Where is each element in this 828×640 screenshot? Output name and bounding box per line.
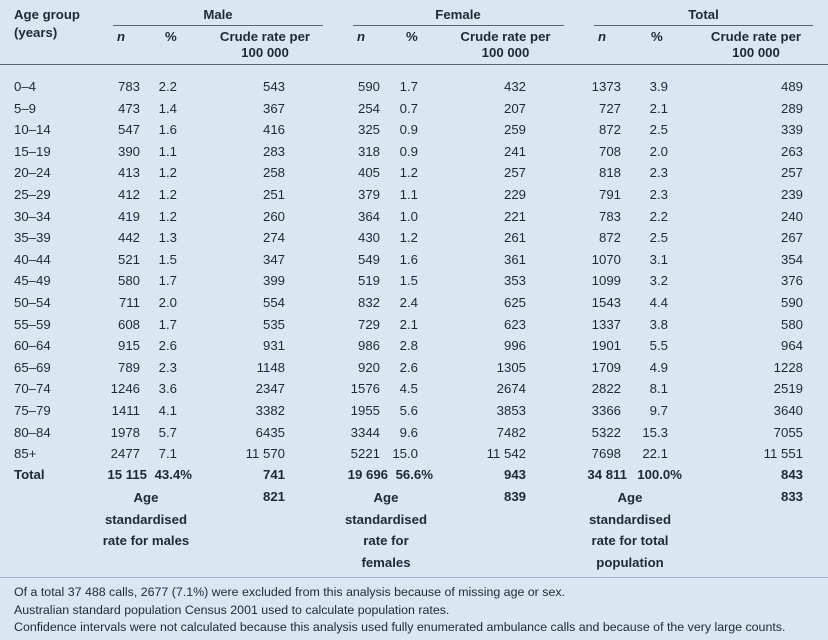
female-rate-cell: 361 xyxy=(503,251,526,267)
male-n-cell: 442 xyxy=(117,230,140,246)
age-cell: 30–34 xyxy=(14,208,51,224)
table-row xyxy=(0,337,828,358)
male-rate-header-2: 100 000 xyxy=(241,45,289,60)
total-n-cell: 1099 xyxy=(591,273,621,289)
male-rate-cell: 11 570 xyxy=(245,446,285,462)
header-years: (years) xyxy=(14,25,58,40)
female-std-line-4: females xyxy=(361,554,411,570)
female-std-line-1: Age xyxy=(373,490,399,505)
female-n-cell: 405 xyxy=(357,165,380,181)
total-pct-cell: 2.0 xyxy=(649,143,668,159)
female-rate-cell: 2674 xyxy=(496,381,526,397)
table-row xyxy=(0,143,828,164)
total-pct-cell: 8.1 xyxy=(649,381,668,397)
male-rate-cell: 367 xyxy=(262,100,285,116)
footnote: Confidence intervals were not calculated because this analysis used fully enumerated ambulance calls and because of the very large counts. xyxy=(14,620,786,634)
male-std-line-2: standardised xyxy=(104,511,188,527)
female-pct-cell: 2.6 xyxy=(399,359,418,375)
header-age-group: Age group xyxy=(14,7,80,22)
table-row xyxy=(0,100,828,121)
total-n-cell: 5322 xyxy=(591,424,621,440)
male-n-cell: 412 xyxy=(117,187,140,202)
female-pct-cell: 2.8 xyxy=(399,338,418,354)
male-pct-cell: 1.5 xyxy=(158,251,177,267)
table-row xyxy=(0,78,828,99)
male-pct-cell: 2.0 xyxy=(158,295,177,310)
male-n-cell: 1246 xyxy=(110,381,140,397)
female-pct-cell: 0.9 xyxy=(399,143,418,159)
female-rate-cell: 221 xyxy=(503,208,526,224)
male-n-cell: 711 xyxy=(118,295,140,310)
male-rule xyxy=(113,25,323,26)
total-female-rate: 943 xyxy=(503,467,526,482)
total-std-line-2: standardised xyxy=(588,511,672,527)
total-rate-header-1: Crude rate per xyxy=(710,29,802,44)
female-pct-cell: 4.5 xyxy=(399,381,418,397)
male-n-cell: 473 xyxy=(117,100,140,116)
age-cell: 60–64 xyxy=(14,338,51,354)
table-row xyxy=(0,402,828,423)
total-n-header: n xyxy=(598,29,607,44)
female-pct-cell: 5.6 xyxy=(399,403,418,418)
total-std-line-1: Age xyxy=(617,490,643,505)
total-n-cell: 3366 xyxy=(591,403,621,418)
female-n-cell: 318 xyxy=(357,143,380,159)
age-cell: 55–59 xyxy=(14,316,51,332)
total-male-pct: 43.4% xyxy=(154,467,192,482)
female-rate-header-1: Crude rate per xyxy=(460,29,551,44)
total-std-line-3: rate for total xyxy=(591,533,669,548)
female-n-cell: 549 xyxy=(357,251,380,267)
female-rate-cell: 1305 xyxy=(496,359,526,375)
female-pct-cell: 2.1 xyxy=(399,316,418,332)
table-row xyxy=(0,229,828,250)
total-pct-cell: 2.2 xyxy=(649,208,668,224)
total-n-cell: 1337 xyxy=(591,316,621,332)
female-std-line-3: rate for xyxy=(363,533,409,548)
female-n-cell: 364 xyxy=(357,208,380,224)
header-bottom-rule xyxy=(0,64,828,65)
total-std-line-4: population xyxy=(596,554,664,570)
total-rate-cell: 289 xyxy=(780,100,803,116)
table-row xyxy=(0,359,828,380)
table-row xyxy=(0,121,828,142)
male-standardised-label xyxy=(96,487,196,552)
header-male: Male xyxy=(203,7,233,22)
table-row xyxy=(0,272,828,293)
male-pct-cell: 4.1 xyxy=(158,403,177,418)
male-n-cell: 419 xyxy=(117,208,140,224)
female-rate-cell: 207 xyxy=(503,100,526,116)
male-n-cell: 783 xyxy=(117,79,140,94)
total-pct-cell: 3.9 xyxy=(649,79,668,94)
age-cell: 0–4 xyxy=(14,79,37,94)
male-pct-cell: 5.7 xyxy=(158,424,177,440)
female-rate-header-2: 100 000 xyxy=(481,45,530,60)
total-n-cell: 1070 xyxy=(591,251,621,267)
female-pct-cell: 15.0 xyxy=(392,446,418,462)
male-n-cell: 521 xyxy=(117,251,140,267)
female-n-cell: 430 xyxy=(357,230,380,246)
female-pct-cell: 1.6 xyxy=(399,251,418,267)
total-pct-cell: 2.3 xyxy=(649,165,668,181)
total-pct-cell: 2.5 xyxy=(649,122,668,138)
female-rate-cell: 353 xyxy=(503,273,526,289)
female-pct-cell: 1.0 xyxy=(399,208,418,224)
female-rate-cell: 229 xyxy=(503,187,526,202)
male-rate-cell: 251 xyxy=(262,187,285,202)
table-row xyxy=(0,164,828,185)
male-n-cell: 1978 xyxy=(110,424,140,440)
total-rate-cell: 964 xyxy=(780,338,803,354)
male-rate-cell: 535 xyxy=(262,316,285,332)
male-pct-cell: 2.6 xyxy=(158,338,177,354)
female-rate-cell: 623 xyxy=(503,316,526,332)
total-pct-cell: 15.3 xyxy=(642,424,668,440)
table-row xyxy=(0,294,828,315)
total-n-cell: 2822 xyxy=(591,381,621,397)
table-row xyxy=(0,424,828,445)
age-cell: 85+ xyxy=(14,446,37,462)
male-rate-cell: 416 xyxy=(262,122,285,138)
total-pct-cell: 3.8 xyxy=(649,316,668,332)
female-n-cell: 832 xyxy=(357,295,380,310)
male-rate-cell: 347 xyxy=(262,251,285,267)
female-rate-cell: 996 xyxy=(503,338,526,354)
age-cell: 5–9 xyxy=(14,100,37,116)
total-rate-cell: 239 xyxy=(780,187,803,202)
male-n-cell: 390 xyxy=(117,143,140,159)
total-pct-cell: 2.5 xyxy=(649,230,668,246)
female-n-cell: 5221 xyxy=(350,446,380,462)
female-pct-header: % xyxy=(406,29,418,44)
male-rate-cell: 554 xyxy=(262,295,285,310)
total-standardised-label xyxy=(570,487,690,573)
total-pct-cell: 9.7 xyxy=(649,403,668,418)
total-n-cell: 7698 xyxy=(591,446,621,462)
total-n-cell: 1373 xyxy=(591,79,621,94)
total-pct-cell: 4.4 xyxy=(649,295,668,310)
male-std-line-3: rate for males xyxy=(102,533,190,548)
male-rate-cell: 6435 xyxy=(255,424,285,440)
total-pct-cell: 3.2 xyxy=(649,273,668,289)
total-rate-cell: 267 xyxy=(780,230,803,246)
male-n-cell: 915 xyxy=(117,338,140,354)
male-pct-cell: 1.2 xyxy=(158,208,177,224)
total-n-cell: 727 xyxy=(598,100,621,116)
age-cell: 10–14 xyxy=(14,122,51,138)
female-standardised-rate: 839 xyxy=(503,489,526,504)
male-pct-cell: 1.1 xyxy=(158,143,177,159)
female-n-cell: 3344 xyxy=(350,424,380,440)
total-n-cell: 1901 xyxy=(591,338,621,354)
female-pct-cell: 0.7 xyxy=(399,100,418,116)
total-n-cell: 783 xyxy=(598,208,621,224)
total-rate-cell: 1228 xyxy=(773,359,803,375)
male-pct-cell: 1.2 xyxy=(158,165,177,181)
age-cell: 45–49 xyxy=(14,273,51,289)
table-footnotes xyxy=(0,577,828,640)
total-n-cell: 872 xyxy=(598,230,621,246)
male-rate-cell: 2347 xyxy=(255,381,285,397)
male-pct-cell: 1.6 xyxy=(158,122,177,138)
header-total: Total xyxy=(688,7,719,22)
total-n-cell: 1709 xyxy=(591,359,621,375)
male-rate-cell: 283 xyxy=(262,143,285,159)
female-rate-cell: 257 xyxy=(503,165,526,181)
female-n-cell: 590 xyxy=(357,79,380,94)
male-rate-cell: 931 xyxy=(262,338,285,354)
table-row xyxy=(0,208,828,229)
male-n-cell: 547 xyxy=(117,122,140,138)
male-rate-cell: 260 xyxy=(262,208,285,224)
total-rule xyxy=(594,25,813,26)
female-rate-cell: 241 xyxy=(503,143,526,159)
total-male-n: 15 115 xyxy=(107,467,147,482)
male-pct-cell: 1.4 xyxy=(158,100,177,116)
female-n-cell: 920 xyxy=(357,359,380,375)
total-rate-cell: 3640 xyxy=(773,403,803,418)
total-n-cell: 818 xyxy=(598,165,621,181)
female-pct-cell: 2.4 xyxy=(399,295,418,310)
male-rate-cell: 543 xyxy=(262,79,285,94)
male-rate-cell: 258 xyxy=(262,165,285,181)
total-rate-cell: 580 xyxy=(780,316,803,332)
female-rate-cell: 261 xyxy=(503,230,526,246)
total-rate-cell: 339 xyxy=(780,122,803,138)
male-rate-cell: 1148 xyxy=(256,359,285,375)
female-pct-cell: 1.2 xyxy=(399,230,418,246)
total-n-cell: 791 xyxy=(598,187,621,202)
age-cell: 75–79 xyxy=(14,403,51,418)
male-n-cell: 1411 xyxy=(111,403,140,418)
female-pct-cell: 9.6 xyxy=(399,424,418,440)
age-cell: 65–69 xyxy=(14,359,51,375)
male-pct-cell: 1.3 xyxy=(158,230,177,246)
total-rate-cell: 376 xyxy=(780,273,803,289)
male-rate-header-1: Crude rate per xyxy=(219,29,311,44)
male-n-cell: 580 xyxy=(117,273,140,289)
male-pct-cell: 7.1 xyxy=(158,446,177,462)
total-rate-cell: 263 xyxy=(780,143,803,159)
female-standardised-label xyxy=(336,487,436,573)
age-cell: 20–24 xyxy=(14,165,51,181)
table-row xyxy=(0,316,828,337)
age-cell: 70–74 xyxy=(14,381,51,397)
female-rate-cell: 432 xyxy=(503,79,526,94)
male-pct-cell: 3.6 xyxy=(158,381,177,397)
female-rate-cell: 259 xyxy=(503,122,526,138)
header-female: Female xyxy=(435,7,481,22)
total-rate-cell: 354 xyxy=(780,251,803,267)
age-cell: 40–44 xyxy=(14,251,51,267)
female-n-cell: 1955 xyxy=(350,403,380,418)
age-cell: 25–29 xyxy=(14,187,51,202)
female-rate-cell: 3853 xyxy=(496,403,526,418)
total-rate-cell: 489 xyxy=(780,79,803,94)
total-n-cell: 708 xyxy=(598,143,621,159)
total-pct-cell: 2.1 xyxy=(649,100,668,116)
total-total-rate: 843 xyxy=(780,467,803,482)
total-pct-cell: 3.1 xyxy=(649,251,668,267)
total-pct-cell: 4.9 xyxy=(649,359,668,375)
female-n-cell: 519 xyxy=(357,273,380,289)
total-total-pct: 100.0% xyxy=(637,467,682,482)
total-rate-cell: 11 551 xyxy=(763,446,803,462)
table-row xyxy=(0,251,828,272)
female-n-cell: 1576 xyxy=(350,381,380,397)
female-n-cell: 729 xyxy=(357,316,380,332)
male-pct-cell: 2.2 xyxy=(158,79,177,94)
total-pct-header: % xyxy=(651,29,663,44)
male-pct-cell: 2.3 xyxy=(158,359,177,375)
male-pct-cell: 1.7 xyxy=(158,316,177,332)
female-rate-cell: 625 xyxy=(503,295,526,310)
male-n-header: n xyxy=(117,29,126,44)
total-pct-cell: 2.3 xyxy=(649,187,668,202)
age-cell: 15–19 xyxy=(14,143,51,159)
female-n-header: n xyxy=(357,29,366,44)
total-rate-cell: 240 xyxy=(780,208,803,224)
female-pct-cell: 0.9 xyxy=(399,122,418,138)
male-pct-cell: 1.2 xyxy=(158,187,177,202)
age-cell: 50–54 xyxy=(14,295,51,310)
table-row xyxy=(0,380,828,401)
total-male-rate: 741 xyxy=(262,467,285,482)
male-pct-cell: 1.7 xyxy=(158,273,177,289)
total-rate-cell: 257 xyxy=(780,165,803,181)
female-pct-cell: 1.7 xyxy=(399,79,418,94)
male-n-cell: 789 xyxy=(117,359,140,375)
total-n-cell: 1543 xyxy=(591,295,621,310)
male-std-line-1: Age xyxy=(133,490,159,505)
total-rate-cell: 2519 xyxy=(773,381,803,397)
female-rate-cell: 11 542 xyxy=(486,446,526,462)
total-rate-header-2: 100 000 xyxy=(732,45,780,60)
footnote: Australian standard population Census 2001 used to calculate population rates. xyxy=(14,602,450,617)
female-std-line-2: standardised xyxy=(344,511,428,527)
total-row-label: Total xyxy=(14,467,45,482)
total-rate-cell: 590 xyxy=(780,295,803,310)
female-n-cell: 986 xyxy=(357,338,380,354)
female-pct-cell: 1.5 xyxy=(399,273,418,289)
total-pct-cell: 22.1 xyxy=(642,446,668,462)
total-female-n: 19 696 xyxy=(347,467,388,482)
female-rule xyxy=(353,25,564,26)
male-rate-cell: 399 xyxy=(262,273,285,289)
female-n-cell: 254 xyxy=(357,100,380,116)
age-cell: 80–84 xyxy=(14,424,51,440)
total-female-pct: 56.6% xyxy=(395,467,433,482)
female-pct-cell: 1.2 xyxy=(399,165,418,181)
male-rate-cell: 3382 xyxy=(255,403,285,418)
table-row xyxy=(0,445,828,466)
female-n-cell: 379 xyxy=(357,187,380,202)
male-rate-cell: 274 xyxy=(262,230,285,246)
footnote: Of a total 37 488 calls, 2677 (7.1%) were excluded from this analysis because of missing age or sex. xyxy=(14,585,565,599)
male-standardised-rate: 821 xyxy=(262,489,285,504)
female-pct-cell: 1.1 xyxy=(399,187,418,202)
total-rate-cell: 7055 xyxy=(773,424,803,440)
total-n-cell: 872 xyxy=(598,122,621,138)
table-row xyxy=(0,186,828,207)
male-n-cell: 608 xyxy=(117,316,140,332)
male-n-cell: 2477 xyxy=(110,446,140,462)
female-rate-cell: 7482 xyxy=(496,424,526,440)
total-pct-cell: 5.5 xyxy=(649,338,668,354)
total-total-n: 34 811 xyxy=(587,467,627,482)
age-cell: 35–39 xyxy=(14,230,51,246)
male-pct-header: % xyxy=(165,29,177,44)
female-n-cell: 325 xyxy=(357,122,380,138)
total-standardised-rate: 833 xyxy=(780,489,803,504)
male-n-cell: 413 xyxy=(117,165,140,181)
